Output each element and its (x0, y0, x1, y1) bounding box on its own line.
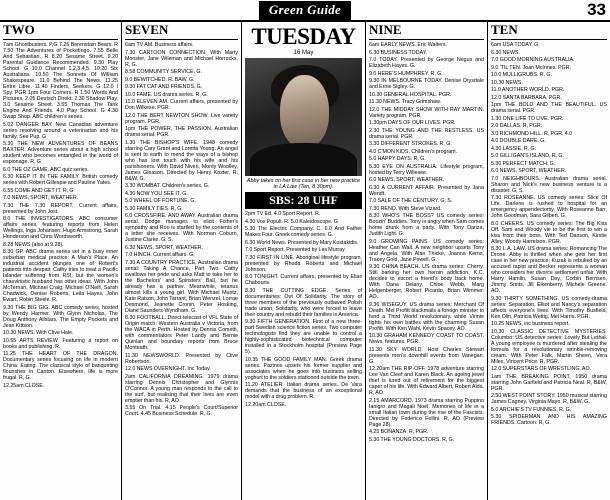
listing-item: 12.20am THE RIP-OFF. 1978 adventure starring Lee Van Cleef and Karen Black. An ageing jewel thief is lured out of retirement for the biggest caper of his life. With Edward Albert, Robert Alda. R, AO. (369, 366, 484, 396)
listing-item: 7.0 HINCH. Current affairs. G. (125, 252, 195, 258)
listing-item: 12.0 THE BERT NEWTON SHOW. Live variety program. PGR. (125, 112, 238, 125)
channel-column-ten (488, 22, 610, 500)
listing-item: 6am EARLY NEWS. Eric Walters. (369, 42, 447, 48)
listing-item: 5.30 THE YOUNG DOCTORS. R, G. (369, 436, 455, 443)
photo-shoulder-shape (250, 143, 358, 176)
listing-item: 7.0 Sport Report. Presented by Les Murray. (245, 247, 346, 254)
listings-columns (0, 22, 610, 500)
listing-item: 6am TV AM. Business affairs. (125, 42, 194, 48)
masthead (0, 0, 610, 22)
listing-item: 10.0 MULLIGRUBS. R, G. (491, 72, 552, 78)
listing-item: 10.30 GENERAL HOSPITAL. PGR. (369, 91, 452, 98)
listing-item: 1.30 THE BISHOP'S WIFE. 1948 comedy starring Cary Grant and Loretta Young. An angel is sent to earth to mend the ways of a bishop who has lost touch with his wife and his parishioners. With David Niven, Monty Woolley, James Gleason. Directed by Henry Koster. R, B&W, G. (125, 139, 238, 182)
listing-item: 6.0 CROSSFIRE. AND AWAY. Australian drama serial. Dodge manages to elicit Fisher's sympathy and Roo is startled by the contents of a letter she receives. With Norman Coburn, Justine Clarke. G, S. (125, 213, 238, 243)
listing-item: 12.0 SUPERSTARS OF WRESTLING. AO. (491, 366, 592, 372)
listing-item: 11.0 ANOTHER WORLD. PGR. (491, 87, 565, 93)
listing-item: 2.15 AMARCORD. 1973 drama starring Puppino Ianigro and Magali Noel. Memories of life in a small Italian town during the rise of the Fascists. Directed by Federico Fellini. R, AO (Preview Page 28). (369, 397, 484, 428)
listing-item: 5.0 HAPPY DAYS. R, G. (369, 156, 426, 162)
feature-column (242, 22, 366, 500)
listing-item: 7.0 GOOD MORNING AUSTRALIA. (491, 57, 575, 63)
listing-item: 6am USA TODAY. G. (491, 42, 540, 48)
listing-item: 5.30 The Electric Company. C. 6.0 And Father Makes Four. Greek comedy series. G. (245, 226, 362, 239)
listing-item: 11.0 ELEVEN AM. Current affairs, presented by Don Wilkese. PGR. (125, 99, 238, 111)
channel-heading-ten: TEN (491, 22, 607, 40)
listing-item: 7.0 NEIGHBOURS. Australian drama serial. Sharon and Nick's new business venture is a disaster. G, S. (491, 175, 607, 194)
listing-item: 6.0 NEWS, SPORT, WEATHER. (491, 168, 567, 174)
channel-column-two (0, 22, 122, 500)
listing-item: 4.0 DOUBLE DARE. G. (491, 138, 546, 144)
listing-item: 12.25am CLOSE. (3, 382, 45, 389)
listing-item: 6.30 NEWS, SPORT, WEATHER. (125, 244, 204, 251)
listing-item: 7am Ghostbusters. P,G 7.26 Berenstain Bears. R 7.50 The Adventures of Pocketingo. 7.55 Belle And Sebastian. R 8.20 Sesame Street. 9.20 Parental Guidance Recommended. 9.30 Play School. G 10.0 Channel 1,2,3,4,5. 10.20 Six Australians. 10.50 The Sonnets Of William Shakespeare. 11.0 Behind The News. 11.25 Entre Libre. 11.40 Finders, Seekers. G 12.0 I Spy. PGR 1pm Four Corners. R 1.50 Words And Pictures. 2.05 Deutsch Direkt. 2.30 Shadow Play. 3.0 Sesame Street. 3.55 Thomas The Tank Engine And Friends. 4.0 Play School. G 4.30 Swap Shop. ABC children's series. (3, 42, 118, 120)
listing-item: 5.0 ARCHIE'S TV FUNNIES. R, G. (491, 406, 572, 413)
listing-item: 8.30 WHO'S THE BOSS? US comedy series: Boozin' Buddies. Tony is angry when Sam comes home drunk from a party. With Tony Danza, Judith Light. G. (369, 213, 484, 237)
listing-item: 5.02 DANGER BAY. New Canadian adventure series revolving around a veterinarian and his family. See Pup. G (3, 121, 118, 140)
listing-item: 4.25 BONANZA. R, PGR. (369, 429, 429, 435)
listing-item: 11.20 ATELIER. Italian drama series. De Vara demands that the business of an exceptional model with a drug problem. R. (245, 382, 362, 401)
listing-item: 6.30 NEWS. (491, 49, 520, 56)
sbs-channel-heading: SBS: 28 UHF (245, 192, 362, 209)
listing-item: 12.20am CLOSE. (245, 401, 287, 408)
listing-item: 9.0 'TIL TEN. Joan McInnes. PGR. (491, 64, 572, 71)
listing-item: 11.25 THE HEART OF THE DRAGON. Documentary series focusing on life in modern China: Eating. The classical style of banqueting flourishes in Canton. Elsewhere, life is more frugal. R, G. (3, 351, 118, 381)
listing-item: 9.0 GROWING PAINS. US comedy series: Heather Can Wait. A new neighbor upsets Tony and Angela. With Alan Thicke, Joanna Kerns, Tracey Gold, Jane Powell. G. (369, 238, 484, 263)
listing-item: 10.30 CLASSIC DETECTIVE MYSTERIES. Columbo: US detective series: Lovely But Lethal. A young employee is murdered after stealing the formula for a revolutionary wrinkle-removing cream. With Peter Falk, Martin Sheen, Vera Miles, Vincent Price. R, PGR. (491, 328, 607, 365)
listing-item: 12.0 SANTA BARBARA. PGR. (491, 94, 562, 101)
listing-item: 1pm THE POWER, THE PASSION. Australian drama serial. PGR. (125, 126, 238, 138)
listing-item: 3.0 RICHMOND HILL. R, PGR. 4.0 (491, 130, 573, 137)
photo-caption: Abby takes on her first case in her new practice in LA Law (Ten, 8.30pm). (246, 178, 361, 191)
listing-list-seven (125, 42, 238, 417)
listing-item: 10.30 GRAHAM KENNEDY COAST TO COAST. News, features. PGR. (369, 333, 484, 345)
listing-item: 8.0 CHEERS. US comedy series: The Big Kiss Off. Sam and Woody vie to be the first to win a kiss from their boss. With Ted Danson, Kirstie Alley, Woody Harrelson. PGR. (491, 220, 607, 245)
listing-item: 1.30pm DAYS OF OUR LIVES. PGR. (369, 120, 456, 126)
listing-item: 2.50 WEST POINT STORY. 1950 musical starring James Cagney, Virginia Mayo. R, B&W, G. (491, 393, 607, 405)
listing-item: 11.30 NEWSWORLD. Presented by Clive Robertson. (125, 352, 238, 365)
listing-item: 6.30 KEEP IT IN THE FAMILY. British comedy series with Robert Gillespie and Pauline Yates. (3, 174, 118, 186)
listing-item: 9.30 CHINA BEACH. US drama series: Cherry. Still barking her own heroin addiction, K.C. decides to escort a friend's body back home. With Dana Delany, Chloe Webb, Marg Helgenberger, Robert Picardo, Brian Wimmer. AO. (369, 264, 484, 300)
feature-photo (245, 58, 362, 176)
channel-column-nine (366, 22, 488, 500)
listing-item: 7.30 A COUNTRY PRACTICE. Australian drama serial: Taking A Chance, Part Two. Cathy swallows her pride and asks Matt to take her to the Bachelors' and Spinsters' Ball, but he already has a partner. Meanwhile, tetanus almost kills a young girl. With Michael Muntz, Kate Raison, John Tarrant, Brian Wenzel, Lorrae Desmond, Jeanette Cronin, Peter Hosking, Diane Saunders-Wyndham. G. (125, 259, 238, 314)
listing-item: 3.30 WOMBAT. Children's series. G. (125, 183, 210, 189)
page-number: 33 (587, 0, 606, 19)
listing-item: 5.0 WHEEL OF FORTUNE. G. (125, 198, 197, 204)
listing-item: 1.30 ONE LIFE TO LIVE. PGR. (491, 115, 564, 122)
listing-list-sbs (245, 211, 362, 408)
listing-item: 2pm TV Ed. 4.0 Sport Report. R. (245, 211, 321, 218)
listing-item: 7.0 NEWS, SPORT, WEATHER. (3, 195, 79, 201)
listing-item: 6.30 BUSINESS TODAY. (369, 49, 428, 56)
listing-item: 8.0 TONIGHT. Current affairs, presented by Elias Chabouris. (245, 274, 362, 287)
listing-item: 8.30 FOOTBALL. Direct telecast of VFL State of Origin match: Western Australia v Victoria, from the WACA in Perth. Hosted by Dennis Cometti, with commentators Peter Landy and Bernie Quinlan and boundary reports from Bruce Monteath. (125, 315, 238, 351)
listing-item: 7.0 SALE OF THE CENTURY. G, S. (369, 198, 453, 204)
listing-item: 9.36 WISEGUY. US drama series: Merchant Of Death. Mel Profitt blackmails a foreign minister to fund a Third World revolutionary, while Vinnie fights his own battles with the charming Susan Profitt. With Ken Wahl, Kevin Spacey. AO. (369, 301, 484, 332)
listing-item: 7.30 CARTOON CONNECTION. With Marty Monster, Jane Wileman and Michael Horrocks. R, G. (125, 49, 238, 68)
listing-item: 6.30 World News. Presented by Mary Kostakidis. (245, 239, 359, 246)
listing-item: 7.30 ROSEANNE. US comedy series: Slice Of Life. Darlene is rushed to hospital for an emergency appendectomy. With Roseanne Barr, John Goodman, Sara Gilbert. G. (491, 195, 607, 219)
listing-item: 5.30 EYE ON AUSTRALIA. Lifestyle program, hosted by Terry Willesee. (369, 163, 484, 176)
listing-item: 1pm THE BOLD AND THE BEAUTIFUL. US drama serial. PGR. (491, 102, 607, 114)
listing-item: 7.0 TODAY. Presented by George Negus and Elizabeth Hayes. G. (369, 57, 484, 69)
listing-item: 6.0 THE OZ GAME. ABC quiz series. (3, 166, 89, 173)
channel-heading-two: TWO (3, 22, 118, 40)
listing-list-nine (369, 42, 484, 443)
listing-item: 10.0 FAME. US drama series. R, G. (125, 91, 208, 98)
listing-item: 10.25 NEWS, inc business report. (491, 321, 570, 327)
listing-item: 8.28 NEWS (also at 9.28). (3, 241, 64, 248)
listing-item: 5.30 SPIDERMAN AND HIS AMAZING FRIENDS. Cartoon. R, G. (491, 414, 607, 426)
listing-item: 9.30 IN MELBOURNE TODAY. Denise Drysdale and Ernie Sigley. G. (369, 78, 484, 90)
listing-item: 10.30 NEWS. (491, 79, 523, 86)
feature-date: 16 May (293, 50, 314, 56)
listing-item: 6.30 A CURRENT AFFAIR. Presented by Jana Wendt. (369, 184, 484, 197)
photo-face-shape (280, 75, 329, 148)
listing-item: 6.0 NEWS, SPORT, WEATHER. (369, 177, 445, 183)
listing-item: 11.30 NEWS. Tracy Grimshaw. (369, 99, 442, 105)
listing-item: 10.35 THE GOOD FAMILY MAN. Greek drama series. Pazinos upsets his former supplier and associates when he goes into business selling yoghurt to the soldiers stationed outside the town. (245, 356, 362, 381)
listing-item: 11.30 SKY WORLD. Host Charles Stewart presents men's downhill events from Vanegan. G. (369, 346, 484, 365)
listing-item: 8.30 THE CUTTING EDGE. Series of documentaries: Out Of Solidarity. The story of three members of the previously outlawed Polish trade union, Solidarity, who were forced to leave their country and rebuild their families in America. (245, 287, 362, 318)
listing-item: 1am THE BREAKING POINT. 1950 drama starring John Garfield and Patricia Neal. R, B&W, PGR. (491, 373, 607, 392)
listing-item: 5.0 GILLIGAN'S ISLAND. R, G. (491, 153, 564, 159)
listing-item: 3.30 DIFFERENT STROKES. R, G. (369, 141, 452, 147)
listing-item: 2.30 THE YOUNG AND THE RESTLESS. US drama serial. PGR. (369, 127, 484, 140)
listing-item: 12.0 NEWS OVERNIGHT. Inc Today. (125, 366, 211, 372)
listing-item: 12.0 THE MIDDAY SHOW WITH RAY MARTIN. Variety program. PGR. (369, 106, 484, 119)
channel-heading-seven: SEVEN (125, 22, 238, 40)
listing-item: 7.30 RENO. With Steve Vizard. (369, 205, 442, 212)
listing-item: 9.30 THIRTY SOMETHING. US comedy-drama series: Separation. Elliot and Nancy's separation affects everyone's lives. With Timothy Busfield, Ken Olin, Patricia Wettig, Mel Harris. PGR. (491, 295, 607, 320)
listing-item: 4.30 LASSIE. R, G. (491, 145, 537, 152)
listing-item: 8.58 COMMUNITY SERVICE. G. (125, 69, 202, 75)
listing-item: 5.30 THE NEW ADVENTURES OF BEANS BAXTER. Adventure series about a high school student who becomes entangled in the world of espionage. R, G (3, 141, 118, 165)
listing-item: 10.55 ARTS REVIEW. Featuring a report on books and publishing. R. (3, 337, 118, 350)
channel-column-seven (122, 22, 242, 500)
listing-item: 7.30 FIRST IN LINE. Aboriginal lifestyle program, presented by Rhoda Roberts and Michael Johnson. (245, 254, 362, 273)
listing-list-two (3, 42, 118, 389)
listing-item: 9.30 THE BIG GIG. ABC comedy series, hosted by Wendy Harmer. With Glynn Nicholas, The Doug Anthony Allstars, The Empty Pockets and Jean Kittson. (3, 304, 118, 329)
listing-list-ten (491, 42, 607, 426)
listing-item: 2am CALIFORNIA DREAMING. 1979 drama starring Dennis Christopher and Glynnis O'Connor. A young man responds to the call to the surf, but realising that their lives are even emptier than his. R, AO. (125, 373, 238, 404)
listing-item: 9.0 HERE'S HUMPHREY. R, G. (369, 70, 443, 77)
listing-item: 9.0 BEWITCHED. R. BAW, G. (125, 76, 195, 83)
listing-item: 8.30 L.A. LAW. US drama series: Romancing The Drone. Abby is thrilled when she gets her first case in her new practice; Kuzak is rebuked by an accused rapist and Becker represents a woman who considers her divorce settlement unfair. With Harry Hamlin, Susan Dey, Corbin Bernsen, Jimmy Smits, Jill Eikenberry, Michele Greene. AO. (491, 246, 607, 294)
publication-logo: Green Guide (259, 1, 351, 20)
listing-item: 6.55 COME AND GET IT. R, G (3, 187, 74, 194)
listing-item: 4.0 C'MON KIDS. Children's program. (369, 148, 458, 155)
listing-item: 4.30 Vox Populi. R. 5.0 Kaleidoscope. G (245, 218, 339, 225)
listing-item: 5.30 FAMILY TIES. R, G. (125, 205, 183, 212)
listing-item: 9.30 FAT CAT AND FRIENDS. G. (125, 84, 203, 90)
day-title: TUESDAY (251, 24, 356, 49)
listing-item: 8.0 THE INVESTIGATORS. ABC consumer affairs series, featuring reports from Helen Wellings, Inga Johansen, Hugo Armstrong, Sarah Henderson and Chris Wordsworth. (3, 216, 118, 240)
channel-heading-nine: NINE (369, 22, 484, 40)
listing-item: 8.30 GP. ABC drama series set in a busy inner suburban medical practice: A Man's Place. An industrial accident plunges one of Robert's patients into despair. Cathy tries to treat a Pacific Islander suffering from RSI, but the women's chauvinistic husband has other ideas. With John McTernan, Michael Craig, Michael O'Neill, Sarah Chadwick, Denise Roberts, Leila Hayes, John Ewart, Robin Steele. R. (3, 249, 118, 303)
listing-item: 5.30 PERFECT MATCH. G. (491, 160, 556, 167)
listing-item: 3.55 On Trial. 4.15 People's Court/Superior Court. 4.45 Business Schedule. R, G. (125, 405, 238, 417)
listing-item: 4.30 NOW YOU SEE IT. G. (125, 190, 188, 197)
listing-item: 2.0 DALLAS. R, PGR. (491, 123, 543, 129)
listing-item: 9.30 FIFTH GENERATION. First of a new three-part Swedish science fiction series. Two computer technologists find they are unable to control a highly-sophisticated biotechnical computer installed in a Stockholm hospital (Preview Page 5). (245, 319, 362, 356)
listing-item: 7.30 THE 7.30 REPORT. Current affairs, presented by John Jost. (3, 202, 118, 215)
listing-item: 10.30 NEWS. With Clive Hale. (3, 330, 74, 336)
